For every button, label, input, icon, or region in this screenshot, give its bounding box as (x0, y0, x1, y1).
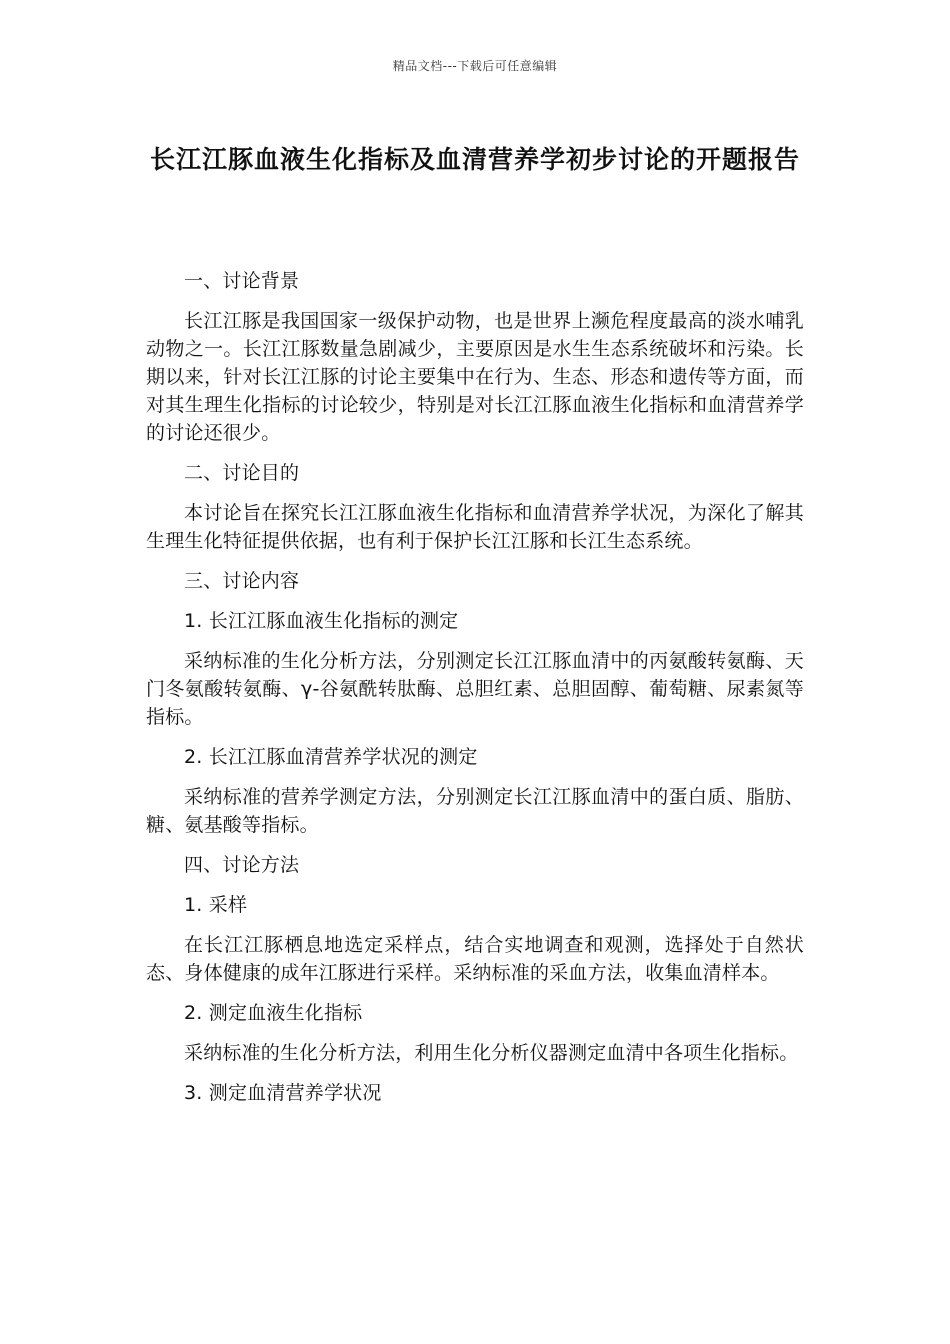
section-heading: 三、讨论内容 (184, 570, 300, 592)
paragraph: 采纳标准的营养学测定方法，分别测定长江江豚血清中的蛋白质、脂肪、糖、氨基酸等指标。 (146, 786, 804, 836)
paragraph: 在长江江豚栖息地选定采样点，结合实地调查和观测，选择处于自然状态、身体健康的成年江豚进行采样。采纳标准的采血方法，收集血清样本。 (146, 934, 804, 984)
paragraph: 长江江豚是我国国家一级保护动物，也是世界上濒危程度最高的淡水哺乳动物之一。长江江豚数量急剧减少，主要原因是水生生态系统破坏和污染。长期以来，针对长江江豚的讨论主要集中在行为、生态、形态和遗传等方面，而对其生理生化指标的讨论较少，特别是对长江江豚血液生化指标和血清营养学的讨论还很少。 (146, 310, 804, 444)
section-heading: 四、讨论方法 (184, 854, 300, 876)
document-title: 长江江豚血液生化指标及血清营养学初步讨论的开题报告 (149, 145, 800, 174)
paragraph: 采纳标准的生化分析方法，分别测定长江江豚血清中的丙氨酸转氨酶、天门冬氨酸转氨酶、γ-谷氨酰转肽酶、总胆红素、总胆固醇、葡萄糖、尿素氮等指标。 (146, 650, 804, 728)
section-heading: 一、讨论背景 (184, 270, 300, 292)
header-note: 精品文档---下载后可任意编辑 (392, 59, 558, 73)
subsection-heading: 1. 长江江豚血液生化指标的测定 (184, 610, 459, 632)
paragraph: 采纳标准的生化分析方法，利用生化分析仪器测定血清中各项生化指标。 (184, 1042, 799, 1064)
paragraph: 本讨论旨在探究长江江豚血液生化指标和血清营养学状况，为深化了解其生理生化特征提供依据，也有利于保护长江江豚和长江生态系统。 (146, 502, 804, 552)
subsection-heading: 1. 采样 (184, 894, 248, 916)
document-body (146, 267, 804, 1119)
section-heading: 二、讨论目的 (184, 462, 300, 484)
subsection-heading: 2. 长江江豚血清营养学状况的测定 (184, 746, 478, 768)
subsection-heading: 2. 测定血液生化指标 (184, 1002, 363, 1024)
subsection-heading: 3. 测定血清营养学状况 (184, 1082, 382, 1104)
